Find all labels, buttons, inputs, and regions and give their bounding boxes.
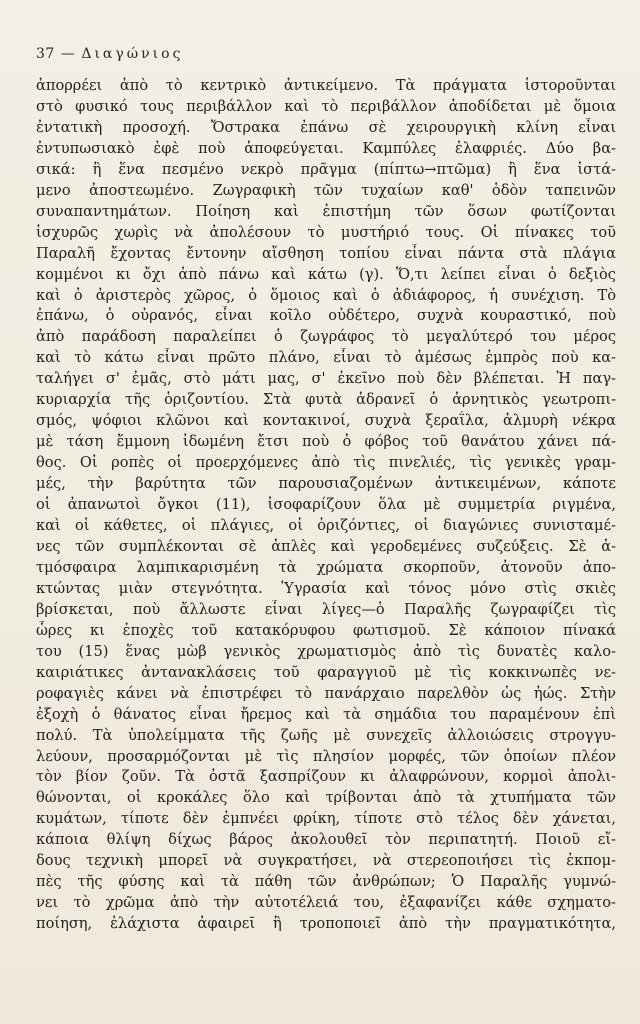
text-line: μές, τὴν βαρύτητα τῶν παρουσιαζομένων ἀντικειμένων, κάποτε xyxy=(36,475,616,493)
text-line: ἀπορρέει ἀπὸ τὸ κεντρικὸ ἀντικείμενο. Τὰ πράγματα ἱστοροῦνται xyxy=(36,77,616,94)
text-line: κυμάτων, τίποτε δὲν ἐμπνέει φρίκη, τίποτε στὸ τέλος δὲν χάνεται, xyxy=(36,810,616,828)
text-line: πολύ. Τὰ ὑπολείμματα τῆς ζωῆς μὲ συνεχεῖς ἀλλοιώσεις στρογγυ- xyxy=(36,726,616,744)
text-line: ἐντατικὴ προσοχή. Ὄστρακα ἐπάνω σὲ χειρουργικὴ κλίνη εἶναι xyxy=(36,118,616,136)
text-line: τμόσφαιρα λαμπικαρισμένη τὰ χρώματα σκορποῦν, ἀτονοῦν ἀπο- xyxy=(36,558,616,576)
text-line: ἰσχυρῶς χωρὶς νὰ ἀπολέσουν τὸ μυστήριό τους. Οἱ πίνακες τοῦ xyxy=(36,223,616,241)
text-line: ἀπὸ παράδοση παραλείπει ὁ ζωγράφος τὸ μεγαλύτερό του μέρος xyxy=(36,328,616,346)
text-line: καὶ ὁ ἀριστερὸς χῶρος, ὁ ὅμοιος καὶ ὁ ἀδιάφορος, ἡ συνέχιση. Τὸ xyxy=(36,286,616,304)
text-line: κομμένοι κι ὄχι ἀπὸ πάνω καὶ κάτω (γ). Ὅ,τι λείπει εἶναι ὁ δεξιὸς xyxy=(36,265,616,283)
text-line: ἐντυπωσιακὸ ἐφὲ ποὺ ἀποφεύγεται. Καμπύλες ἐλαφριές. Δύο βα- xyxy=(36,139,616,157)
text-line: τὸν βίον ζοῦν. Τὰ ὀστᾶ ξασπρίζουν κι ἀλαφρώνουν, κορμοὶ ἀπολι- xyxy=(36,768,616,786)
text-line: ἐπάνω, ὁ οὐρανός, εἶναι κοῖλο οὐδέτερο, συχνὰ κουραστικό, ποὺ xyxy=(36,307,616,325)
text-line: Παραλῆ ἔχοντας ἔντονην αἴσθηση τοπίου εἶναι πάντα στὰ πλάγια xyxy=(36,244,616,262)
text-line: νει τὸ χρῶμα ἀπὸ τὴν αὐτοτέλειά του, ἐξαφανίζει κάθε σχηματο- xyxy=(36,894,616,912)
text-line: πὲς τῆς φύσης καὶ τὰ πάθη τῶν ἀνθρώπων; Ὁ Παραλῆς γυμνώ- xyxy=(36,873,616,891)
header-separator: — xyxy=(60,46,76,62)
text-line: ταλήγει σ' ἐμᾶς, στὸ μάτι μας, σ' ἐκεῖνο ποὺ δὲν βλέπεται. Ἡ παγ- xyxy=(36,370,616,388)
page-number: 37 xyxy=(36,46,55,62)
text-line: καὶ οἱ κάθετες, οἱ πλάγιες, οἱ ὁριζόντιες, οἱ διαγώνιες συνισταμέ- xyxy=(36,517,616,535)
text-line: θώνονται, οἱ κροκάλες ὅλο καὶ τρίβονται ἀπὸ τὰ χτυπήματα τῶν xyxy=(36,789,616,807)
running-title: Διαγώνιος xyxy=(81,46,184,62)
text-line: μενο ἀποστεωμένο. Ζωγραφικὴ τῶν τυχαίων καθ' ὁδὸν ταπεινῶν xyxy=(36,181,616,199)
text-line: του (15) ἕνας μὼβ γενικὸς χρωματισμὸς ἀπὸ τὶς δυνατὲς καλο- xyxy=(36,642,616,660)
text-line: κάποια θλίψη δίχως βάρος ἀκολουθεῖ τὸν περιπατητή. Ποιοῦ εἴ- xyxy=(36,831,616,849)
text-line: σικά: ἢ ἕνα πεσμένο νεκρὸ πρᾶγμα (πίπτω→πτῶμα) ἢ ἕνα ἱστά- xyxy=(36,160,616,178)
running-header xyxy=(36,46,183,62)
text-line: καιριάτικες ἀντανακλάσεις τοῦ φαραγγιοῦ μὲ τὶς κοκκινωπὲς νε- xyxy=(36,663,616,681)
text-line: ὧρες κι ἐποχὲς τοῦ κατακόρυφου φωτισμοῦ. Σὲ κάποιον πίνακά xyxy=(36,621,616,639)
text-line: νες τῶν συμπλέκονται σὲ ἁπλὲς καὶ γεροδεμένες συζεύξεις. Σὲ ἀ- xyxy=(36,537,616,555)
text-line: λεύουν, προσαρμόζονται μὲ τὶς πλησίον μορφές, τῶν ὁποίων πλέον xyxy=(36,747,616,765)
text-line: συναπαντημάτων. Ποίηση καὶ ἐπιστήμη τῶν ὅσων φωτίζονται xyxy=(36,202,616,220)
body-paragraph xyxy=(36,76,616,935)
text-line: σμός, ψόφιοι κλῶνοι καὶ κοντακινοί, συχνὰ ξεραΐλα, ἁλμυρὴ νέκρα xyxy=(36,412,616,430)
text-line: θος. Οἱ ροπὲς οἱ προερχόμενες ἀπὸ τὶς πινελιές, τὶς γενικὲς γραμ- xyxy=(36,454,616,472)
text-line: μὲ τάση ἔμμονη ἰδωμένη ἔτσι ποὺ ὁ φόβος τοῦ θανάτου χάνει πά- xyxy=(36,433,616,451)
text-line: κυριαρχία τῆς ὁριζοντίου. Στὰ φυτὰ ἀδρανεῖ ὁ ἀρνητικὸς γεωτροπι- xyxy=(36,391,616,409)
text-line: κτώντας μιὰν στεγνότητα. Ὑγρασία καὶ τόνος μόνο στὶς σκιὲς xyxy=(36,579,616,597)
text-line: στὸ φυσικό τους περιβάλλον καὶ τὸ περιβάλλον ἀποδίδεται μὲ ὅμοια xyxy=(36,97,616,115)
text-line: καὶ τὸ κάτω εἶναι πρῶτο πλάνο, εἶναι τὸ ἀμέσως ἐμπρὸς ποὺ κα- xyxy=(36,349,616,367)
text-line: οἱ ἀπανωτοὶ ὄγκοι (11), ἰσοφαρίζουν ὅλα μὲ συμμετρία ριγμένα, xyxy=(36,496,616,514)
text-line: ποίηση, ἐλάχιστα ἀφαιρεῖ ἢ τροποποιεῖ ἀπὸ τὴν πραγματικότητα, xyxy=(36,915,616,933)
text-line: βρίσκεται, ποὺ ἄλλωστε εἶναι λίγες—ὁ Παραλῆς ζωγραφίζει τὶς xyxy=(36,600,616,618)
text-line: ἐξοχὴ ὁ θάνατος εἶναι ἤρεμος καὶ τὰ σημάδια του παραμένουν ἐπὶ xyxy=(36,705,616,723)
text-line: ροφαγιὲς κάνει νὰ ἐπιστρέφει τὸ πανάρχαιο παρελθὸν ὡς ἠώς. Στὴν xyxy=(36,684,616,702)
text-line: δους τεχνικὴ μπορεῖ νὰ συγκρατήσει, νὰ στερεοποιήσει τὶς ἐκπομ- xyxy=(36,852,616,870)
